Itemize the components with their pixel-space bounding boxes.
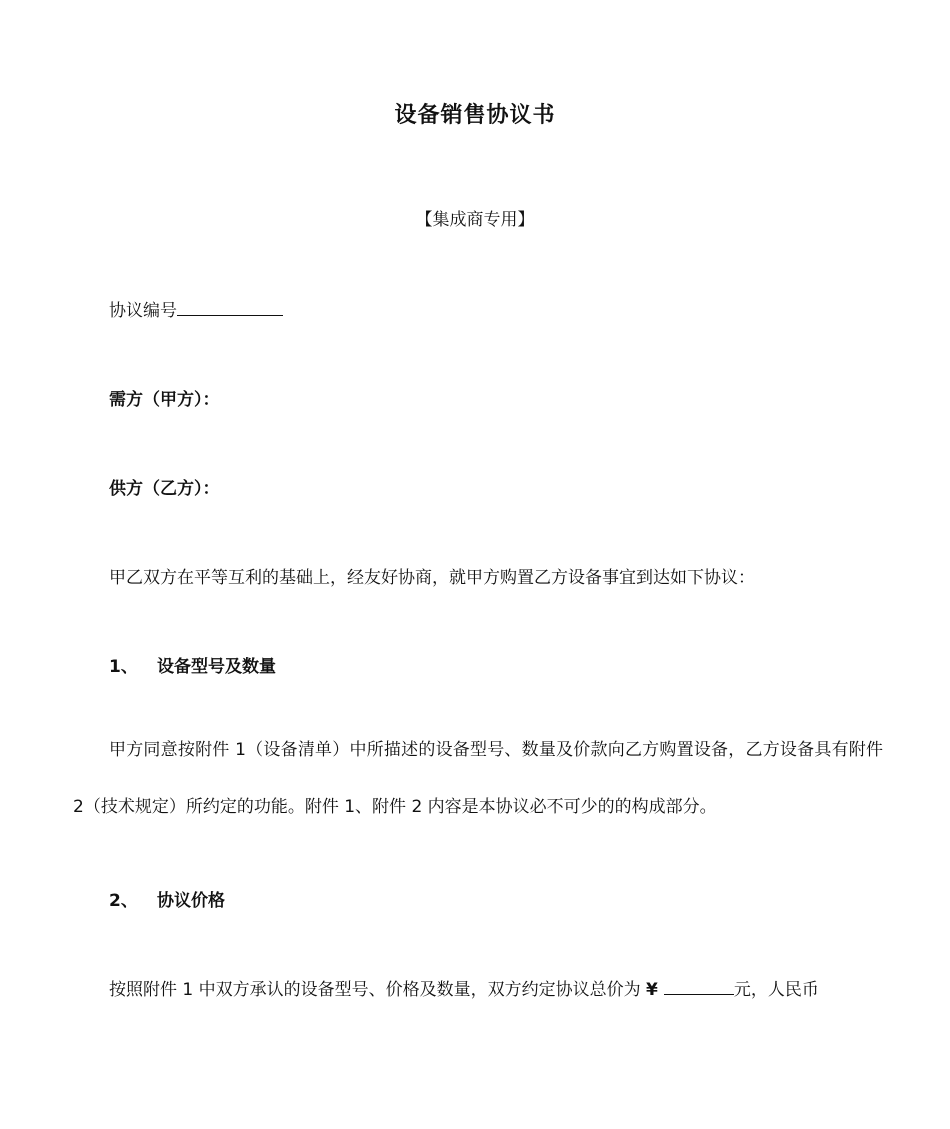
section-2-body — [109, 975, 819, 1000]
section-2-body-before: 按照附件 1 中双方承认的设备型号、价格及数量，双方约定协议总价为 — [109, 980, 647, 1000]
intro-paragraph: 甲乙双方在平等互利的基础上，经友好协商，就甲方购置乙方设备事宜到达如下协议： — [109, 568, 755, 588]
section-2-body-after: 元，人民币 — [733, 980, 819, 1000]
section-1-heading — [109, 652, 276, 677]
section-1-number: 1、 — [109, 657, 138, 677]
agreement-number-blank — [177, 314, 283, 316]
document-title: 设备销售协议书 — [394, 103, 556, 128]
agreement-number-label: 协议编号 — [109, 301, 177, 321]
section-1-body: 甲方同意按附件 1（设备清单）中所描述的设备型号、数量及价款向乙方购置设备，乙方设备具有附件 2（技术规定）所约定的功能。附件 1、附件 2 内容是本协议必不可少的的构成部分。 — [73, 740, 883, 817]
party-a-label: 需方（甲方）： — [109, 390, 220, 410]
total-price-blank — [664, 993, 734, 995]
document-subtitle: 【集成商专用】 — [415, 210, 535, 230]
party-b-label: 供方（乙方）： — [109, 479, 220, 499]
section-2-heading — [109, 886, 225, 911]
currency-symbol: ¥ — [646, 980, 658, 1000]
section-1-title: 设备型号及数量 — [157, 657, 276, 677]
section-2-title: 协议价格 — [157, 891, 225, 911]
section-2-number: 2、 — [109, 891, 138, 911]
agreement-number-line — [109, 296, 283, 321]
